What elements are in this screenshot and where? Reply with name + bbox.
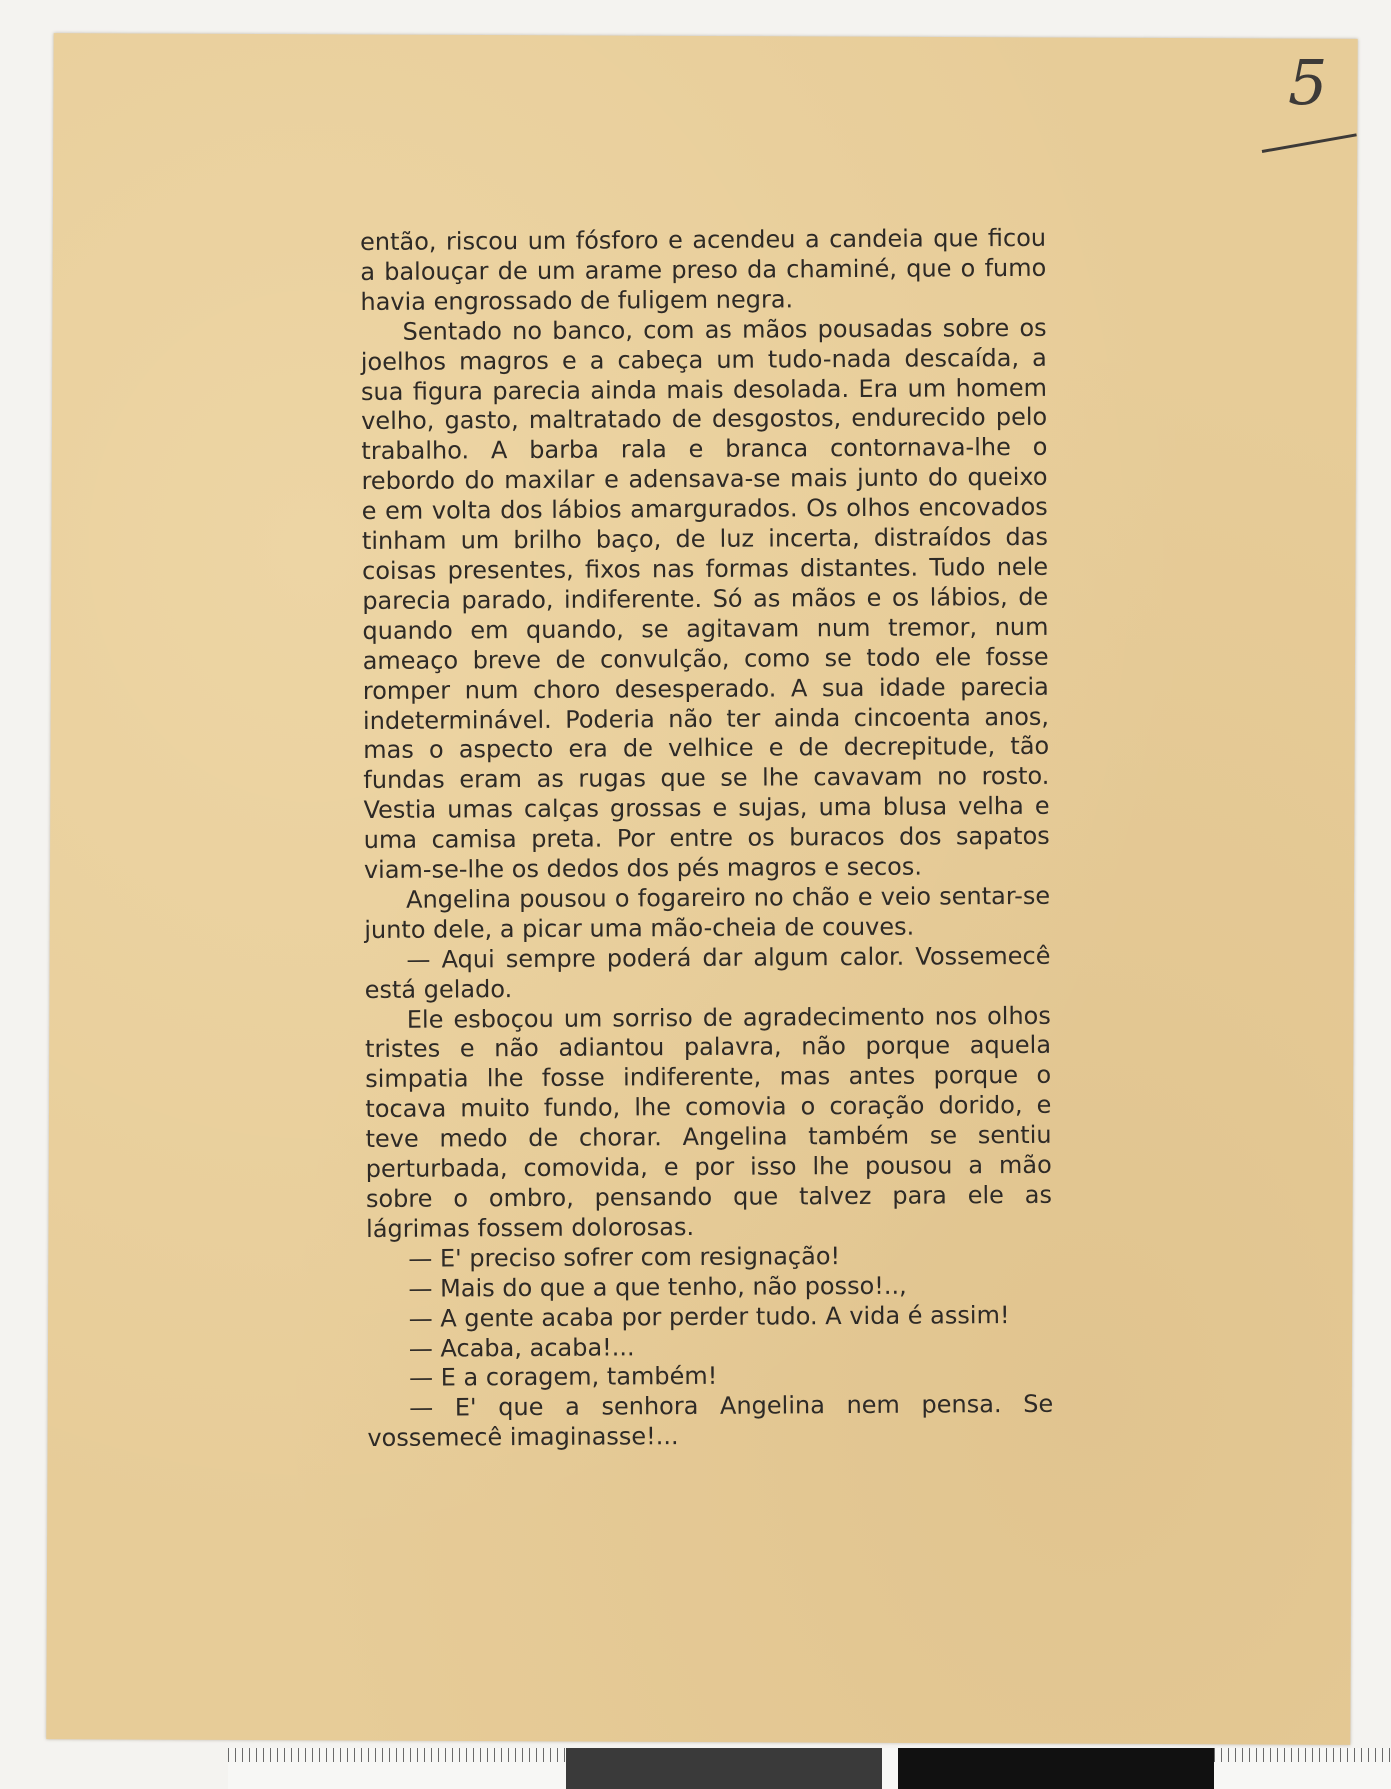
handwritten-page-number: 5 bbox=[1288, 46, 1328, 119]
dialogue-line: — Aqui sempre poderá dar algum calor. Vossemecê está gelado. bbox=[364, 941, 1051, 1004]
ruler-scale-left bbox=[228, 1748, 566, 1789]
dialogue-line: — E' preciso sofrer com resignação! bbox=[408, 1241, 841, 1273]
ruler-gap bbox=[882, 1748, 898, 1789]
dialogue-line: — E a coragem, também! bbox=[408, 1362, 718, 1393]
dialogue-line: — E' que a senhora Angelina nem pensa. Se vossemecê imaginasse!... bbox=[367, 1390, 1054, 1453]
paragraph: Sentado no banco, com as mãos pousadas sobre os joelhos magros e a cabeça um tudo-nada descaída, a sua figura parecia ainda mais desolada. Era um homem velho, gasto, maltratado de desgostos, endurecido pelo trabalho. A barba rala e branca contornava-lhe o rebordo do maxilar e adensava-se mais junto do queixo e em volta dos lábios amargurados. Os olhos encovados tinham um brilho baço, de luz incerta, distraídos das coisas presentes, fixos nas formas distantes. Tudo nele parecia parado, indiferente. Só as mãos e os lábios, de quando em quando, se agitavam num tremor, num ameaço breve de convulção, como se todo ele fosse romper num choro desesperado. A sua idade parecia indeterminável. Poderia não ter ainda cincoenta anos, mas o aspecto era de velhice e de decrepitude, tão fundas eram as rugas que se lhe cavavam no rosto. Vestia umas calças grossas e sujas, uma blusa velha e uma camisa preta. Por entre os buracos dos sapatos viam-se-lhe os dedos dos pés magros e secos. bbox=[360, 313, 1050, 885]
paragraph-continuation: então, riscou um fósforo e acendeu a candeia que ficou a balouçar de um arame preso da chaminé, que o fumo havia engrossado de fuligem negra. bbox=[360, 223, 1047, 316]
body-text bbox=[360, 224, 1053, 1454]
paragraph: Ele esboçou um sorriso de agradecimento nos olhos tristes e não adiantou palavra, não porque aquela simpatia lhe fosse indiferente, mas antes porque o tocava muito fundo, lhe comovia o coração dorido, e teve medo de chorar. Angelina também se sentiu perturbada, comovida, e por isso lhe pousou a mão sobre o ombro, pensando que talvez para ele as lágrimas fossem dolorosas. bbox=[364, 1001, 1053, 1243]
dialogue-line: — Mais do que a que tenho, não posso!.., bbox=[408, 1271, 907, 1303]
color-calibration-ruler bbox=[228, 1748, 1391, 1789]
ruler-scale-right bbox=[1214, 1748, 1391, 1789]
paragraph: Angelina pousou o fogareiro no chão e veio sentar-se junto dele, a picar uma mão-cheia de couves. bbox=[364, 881, 1051, 944]
ruler-black-patch bbox=[898, 1748, 1214, 1789]
dialogue-line: — A gente acaba por perder tudo. A vida é assim! bbox=[408, 1300, 1010, 1333]
ruler-gray-patch bbox=[566, 1748, 882, 1789]
dialogue-line: — Acaba, acaba!... bbox=[408, 1332, 635, 1363]
